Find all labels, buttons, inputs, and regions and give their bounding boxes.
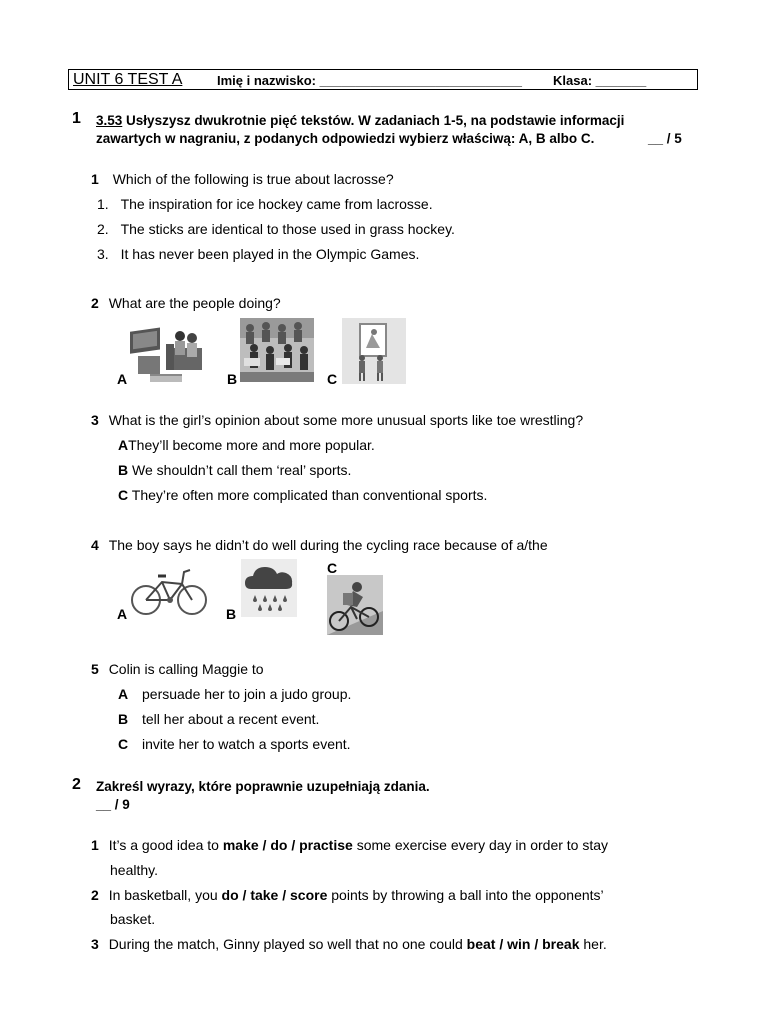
s2-item-2 — [91, 886, 671, 904]
question-1 — [91, 170, 394, 188]
question-text: Colin is calling Maggie to — [108, 661, 264, 677]
option-number: 1. — [97, 196, 109, 212]
section-2-instruction: Zakreśl wyrazy, które poprawnie uzupełniają zdania. — [96, 779, 430, 794]
class-field-label: Klasa: _______ — [553, 73, 647, 88]
unit-title: UNIT 6 TEST A — [73, 71, 183, 88]
q5-option-b[interactable] — [118, 710, 320, 728]
option-text: They’ll become more and more popular. — [128, 437, 375, 453]
question-text: The boy says he didn’t do well during the cycling race because of a/the — [108, 537, 548, 553]
option-text: invite her to watch a sports event. — [142, 736, 351, 752]
item-text-before: During the match, Ginny played so well that no one could — [108, 936, 467, 952]
s2-item-3 — [91, 935, 691, 953]
item-text-before: It’s a good idea to — [108, 837, 223, 853]
question-4 — [91, 536, 548, 554]
q3-option-b[interactable] — [118, 461, 351, 479]
rain-cloud-image[interactable] — [241, 559, 297, 617]
item-text-after: her. — [579, 936, 607, 952]
word-choice[interactable]: make / do / practise — [222, 837, 353, 853]
word-choice[interactable]: beat / win / break — [466, 936, 580, 952]
q4-label-b: B — [226, 606, 237, 622]
option-letter: C — [118, 736, 129, 752]
q3-option-c[interactable] — [118, 486, 487, 504]
question-text: What are the people doing? — [108, 295, 281, 311]
q3-option-a[interactable] — [118, 436, 375, 454]
option-text: The inspiration for ice hockey came from lacrosse. — [120, 196, 433, 212]
section-2-score: __ / 9 — [96, 797, 130, 812]
q2-label-c: C — [327, 371, 338, 387]
q1-option-1[interactable] — [97, 195, 433, 213]
question-number: 1 — [91, 171, 99, 187]
option-letter: B — [118, 462, 129, 478]
option-letter: A — [118, 686, 129, 702]
instruction-line-1: Usłyszysz dwukrotnie pięć tekstów. W zadaniach 1-5, na podstawie informacji — [126, 113, 625, 128]
option-letter: C — [118, 487, 129, 503]
question-2 — [91, 294, 281, 312]
crowd-image[interactable] — [240, 318, 314, 382]
item-number: 1 — [91, 837, 99, 853]
question-text: What is the girl’s opinion about some more unusual sports like toe wrestling? — [108, 412, 584, 428]
q2-label-b: B — [227, 371, 238, 387]
option-text: tell her about a recent event. — [142, 711, 320, 727]
item-text-after: some exercise every day in order to stay — [352, 837, 609, 853]
question-number: 3 — [91, 412, 99, 428]
question-number: 2 — [91, 295, 99, 311]
q1-option-3[interactable] — [97, 245, 419, 263]
question-number: 4 — [91, 537, 99, 553]
instruction-line-2: zawartych w nagraniu, z podanych odpowiedzi wybierz właściwą: A, B albo C. — [96, 131, 595, 146]
q1-option-2[interactable] — [97, 220, 455, 238]
item-number: 3 — [91, 936, 99, 952]
section-1-instruction — [96, 112, 706, 130]
s2-item-1-line-2: healthy. — [110, 862, 158, 878]
s2-item-1 — [91, 836, 671, 854]
tv-watching-image[interactable] — [128, 318, 208, 384]
option-number: 3. — [97, 246, 109, 262]
item-text-after: points by throwing a ball into the opponents’ — [327, 887, 604, 903]
q4-label-a: A — [117, 606, 128, 622]
section-1-number: 1 — [72, 110, 81, 127]
option-letter: B — [118, 711, 129, 727]
question-3 — [91, 411, 583, 429]
option-text: It has never been played in the Olympic Games. — [120, 246, 420, 262]
bicycle-image[interactable] — [130, 560, 208, 618]
option-text: The sticks are identical to those used in grass hockey. — [120, 221, 455, 237]
q5-option-a[interactable] — [118, 685, 352, 703]
track-number: 3.53 — [96, 113, 123, 128]
q2-label-a: A — [117, 371, 128, 387]
header-box — [68, 69, 698, 90]
question-text: Which of the following is true about lacrosse? — [112, 171, 394, 187]
item-text-before: In basketball, you — [108, 887, 222, 903]
question-5 — [91, 660, 264, 678]
q5-option-c[interactable] — [118, 735, 351, 753]
option-number: 2. — [97, 221, 109, 237]
option-text: persuade her to join a judo group. — [142, 686, 352, 702]
gallery-image[interactable] — [342, 318, 406, 384]
option-text: We shouldn’t call them ‘real’ sports. — [128, 462, 352, 478]
s2-item-2-line-2: basket. — [110, 911, 156, 927]
option-text: They’re often more complicated than conventional sports. — [128, 487, 488, 503]
name-field-label: Imię i nazwisko: ____________________________ — [217, 73, 523, 88]
word-choice[interactable]: do / take / score — [221, 887, 328, 903]
item-number: 2 — [91, 887, 99, 903]
q4-label-c: C — [327, 560, 338, 576]
question-number: 5 — [91, 661, 99, 677]
section-2-number: 2 — [72, 776, 81, 793]
option-letter: A — [118, 437, 129, 453]
cyclist-image[interactable] — [327, 575, 383, 635]
section-1-score: __ / 5 — [648, 131, 682, 146]
